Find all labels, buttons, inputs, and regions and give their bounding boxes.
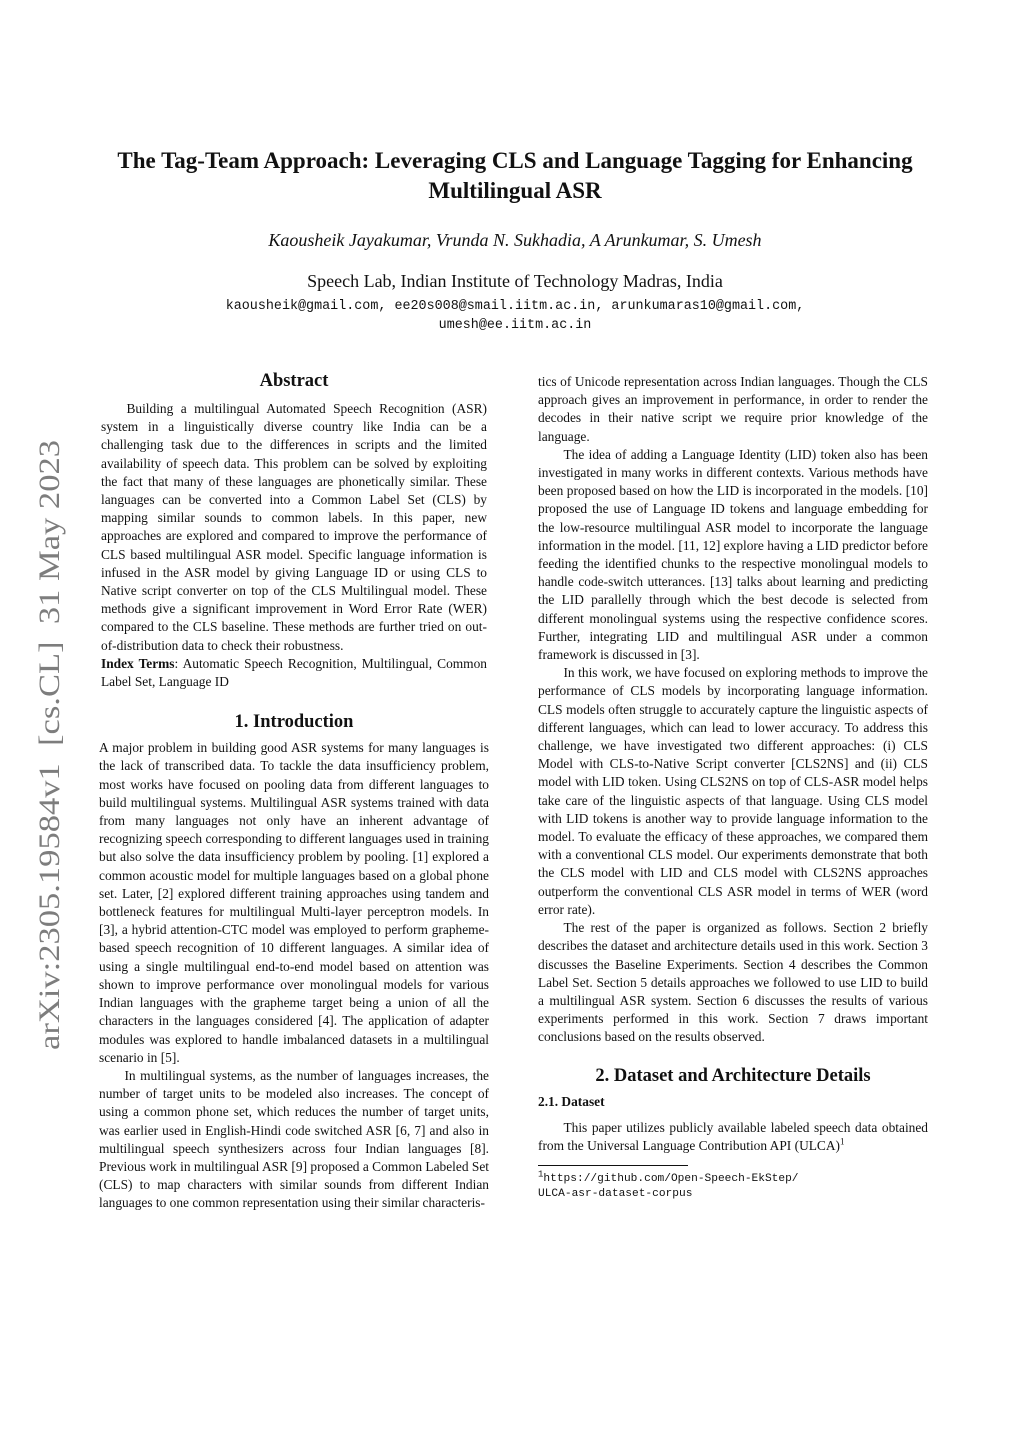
abstract-heading: Abstract [259, 371, 329, 391]
footnote-reference[interactable]: 1 [839, 1136, 845, 1147]
contribution-paragraph: In this work, we have focused on exploring methods to improve the performance of CLS models by incorporating language information. CLS models often struggle to accurately capture the linguistic aspects of different languages, which can lead to lower accuracy. To address this challenge, we have investigated two different approaches: (i) CLS Model with CLS-to-Native Script converter [CLS2NS] and (ii) CLS model with LID token. Using CLS2NS on top of CLS-ASR model helps take care of the linguistic aspects of that language. Using CLS model with LID tokens is another way to provide language information to the model. To evaluate the efficacy of these approaches, we compared them with a conventional CLS model. Our experiments demonstrate that both the CLS model with LID and CLS model with CLS2NS approaches outperform the conventional CLS ASR model in terms of WER (word error rate). [538, 665, 928, 917]
right-column [538, 373, 928, 1202]
intro-paragraph-1: A major problem in building good ASR systems for many languages is the lack of transcribed data. To tackle the data insufficiency problem, most works have focused on pooling data from different languages to build multilingual systems. Multilingual ASR systems trained with data from many languages not only have an inherent advantage of recognizing speech corresponding to different languages used in training but also solve the data insufficiency problem by pooling. [1] explored a common acoustic model for multiple languages based on a global phone set. Later, [2] explored different training approaches using tandem and bottleneck features for multilingual Multi-layer perceptron models. In [3], a hybrid attention-CTC model was employed to perform grapheme-based speech recognition of 10 different languages. A similar idea of using a single multilingual end-to-end model based on attention was shown to improve performance over monolingual models for various Indian languages with the grapheme target being a union of all the characters in the languages considered [4]. The application of adapter modules was explored to handle imbalanced datasets in a multilingual scenario in [5]. [99, 740, 489, 1065]
abstract-block [99, 400, 489, 691]
footnote [538, 1169, 928, 1202]
author-list: Kaousheik Jayakumar, Vrunda N. Sukhadia, A Arunkumar, S. Umesh [268, 230, 762, 250]
arxiv-identifier-stamp [29, 440, 69, 1060]
footnote-url[interactable]: https://github.com/Open-Speech-EkStep/ ULCA-asr-dataset-corpus [538, 1172, 799, 1200]
subsection-2-1-heading: 2.1. Dataset [538, 1093, 605, 1109]
index-terms [101, 655, 487, 691]
arxiv-identifier-text: arXiv:2305.19584v1 [cs.CL] 31 May 2023 [33, 520, 66, 1050]
footnote-divider [538, 1165, 688, 1166]
organization-paragraph: The rest of the paper is organized as follows. Section 2 briefly describes the dataset and architecture details used in this work. Section 3 discusses the Baseline Experiments. Section 4 describes the Common Label Set. Section 5 details approaches we followed to use LID to build a multilingual ASR system. Section 6 discusses the results of various experiments performed in this work. Section 7 draws important conclusions based on the results observed. [538, 920, 928, 1045]
introduction-heading: 1. Introduction [234, 712, 354, 733]
index-terms-label: Index Terms [101, 655, 175, 671]
intro-paragraph-2: In multilingual systems, as the number of languages increases, the number of target units to be modeled also increases. The concept of using a common phone set, which reduces the number of target units, was earlier used in English-Hindi code switched ASR [6, 7] and also in multilingual speech synthesizers across four Indian languages [8]. Previous work in multilingual ASR [9] proposed a Common Labeled Set (CLS) to map characters with similar sounds from different Indian languages to one common representation using their similar characteris- [99, 1067, 489, 1211]
paper-title: The Tag-Team Approach: Leveraging CLS and Language Tagging for Enhancing Multilingual ASR [117, 148, 913, 203]
author-emails: kaousheik@gmail.com, ee20s008@smail.iitm.ac.in, arunkumaras10@gmail.com, umesh@ee.iitm.ac.in [225, 299, 805, 333]
dataset-text: This paper utilizes publicly available labeled speech data obtained from the Universal Language Contribution API (ULCA) [538, 1119, 928, 1153]
left-column [99, 370, 489, 1213]
dataset-paragraph [538, 1119, 928, 1155]
affiliation: Speech Lab, Indian Institute of Technology Madras, India [307, 271, 723, 291]
index-terms-list: : Automatic Speech Recognition, Multilingual, Common Label Set, Language ID [101, 655, 487, 690]
section-2-heading: 2. Dataset and Architecture Details [595, 1065, 871, 1086]
abstract-paragraph: Building a multilingual Automated Speech Recognition (ASR) system in a linguistically diverse country like India can be a challenging task due to the differences in scripts and the limited availability of speech data. This problem can be solved by exploiting the fact that many of these languages are phonetically similar. These languages can be converted into a Common Label Set (CLS) by mapping similar sounds to common labels. In this paper, new approaches are explored and compared to improve the performance of CLS based multilingual ASR model. Specific language information is infused in the ASR model by giving Language ID or using CLS to Native script converter on top of the CLS Multilingual model. These methods give a significant improvement in Word Error Rate (WER) compared to the CLS baseline. These methods are further tried on out-of-distribution data to check their robustness. [101, 401, 487, 653]
lid-background-paragraph: The idea of adding a Language Identity (LID) token also has been investigated in many works in different contexts. Various methods have been proposed based on how the LID is incorporated in the models. [10] proposed the use of Language ID tokens and language embedding for the low-resource multilingual ASR model to incorporate the language information in the model. [11, 12] explore having a LID predictor before feeding the identified chunks to the respective monolingual models to handle code-switch utterances. [13] talks about learning and predicting the LID parallelly through which the best decode is selected from different monolingual systems using the respective confidence scores. Further, integrating LID and multilingual ASR under a common framework is discussed in [3]. [538, 446, 928, 663]
intro-continuation-paragraph: tics of Unicode representation across Indian languages. Though the CLS approach gives an improvement in performance, in order to render the decodes in their native script we require prior knowledge of the language. [538, 374, 928, 444]
footnote-marker: 1 [538, 1169, 544, 1180]
